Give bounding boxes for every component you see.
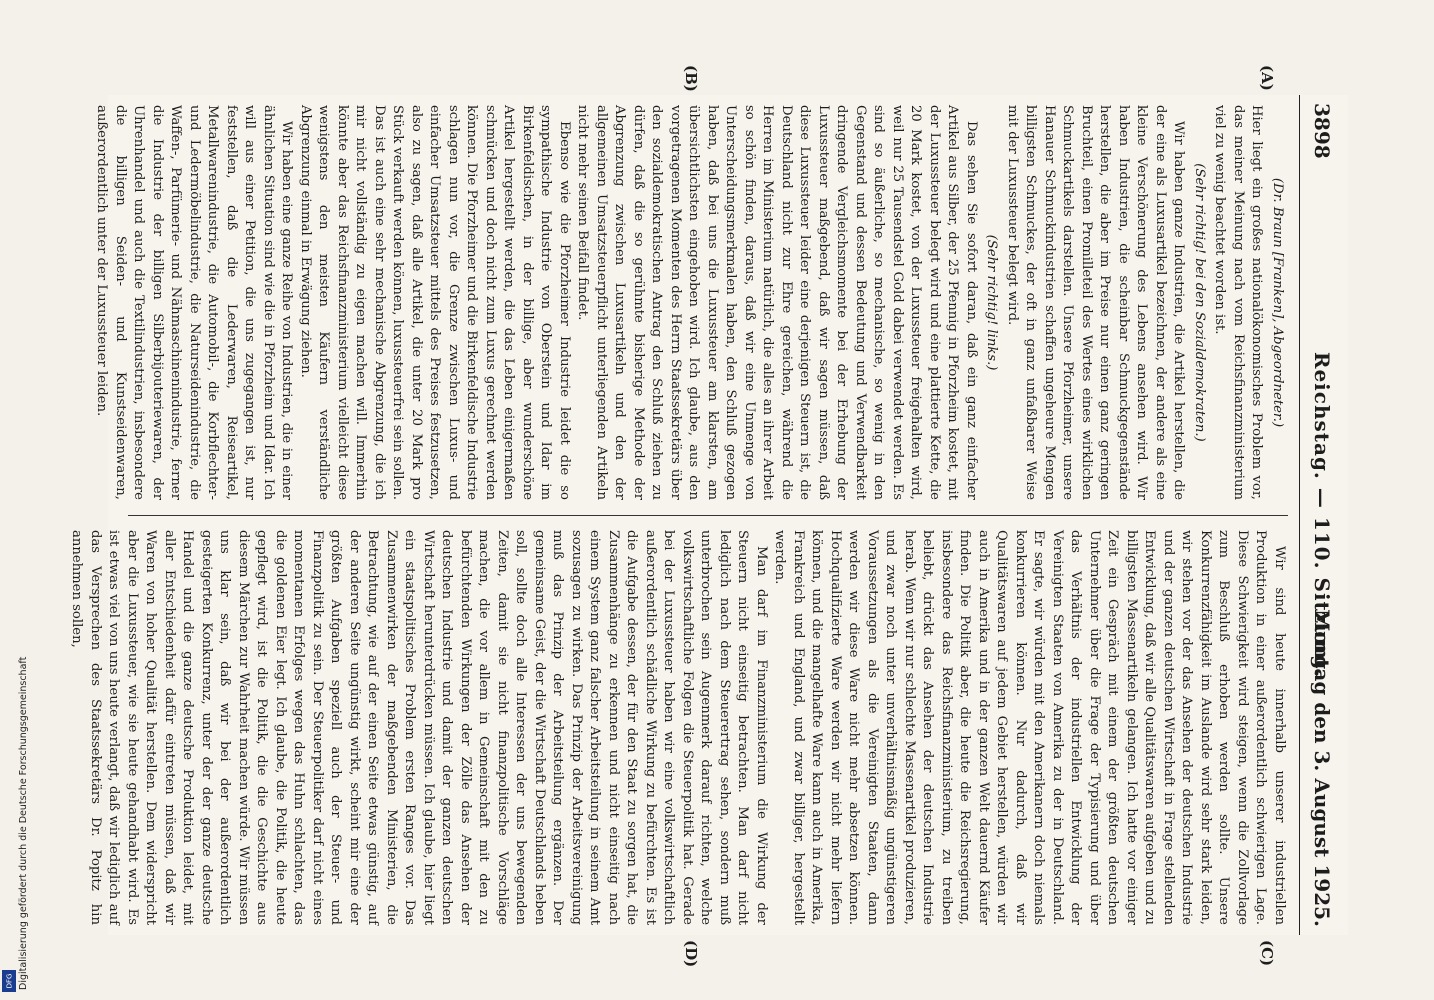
right-column (69, 530, 1288, 925)
paragraph: Wir haben eine ganze Reihe von Industrien, die in einer ähnlichen Situation sind wie die in Pforzheim und Idar. Ich will aus einer Petition, die uns zugegangen ist, nur feststellen, daß die Lederwaren, Reiseartikel, Metallwarenindustrie, die Automobil-, die Korbflechter- und Ledermöbelindustrie, die Naturseidenindustrie, die Waffen-, Parfümerie- und Nähmaschinenindustrie, ferner die Industrie der billigen Silberbijouteriewaren, der Uhrenhandel und auch die Textilindustrien, insbesondere die billigen Seiden- und Kunstseidenwaren, außerordentlich unter der Luxussteuer leiden. (94, 105, 295, 500)
speaker-line: (Dr. Braun [Franken], Abgeordneter.) (1270, 177, 1285, 428)
column-divider (128, 515, 1288, 516)
rotated-page (69, 65, 1340, 968)
credit-text: Digitalisierung gefördert durch die Deutsche Forschungsgemeinschaft (18, 656, 29, 990)
interjection: (Sehr richtig! bei den Sozialdemokraten.) (1192, 163, 1207, 442)
page-number: 3898 (1310, 103, 1334, 159)
paragraph: Hier liegt ein großes nationalökonomisches Problem vor, das meiner Meinung nach vom Reichsfinanzministerium viel zu wenig beachtet worden ist. (1212, 105, 1265, 500)
margin-mark-a: (A) (1258, 65, 1276, 91)
margin-mark-d: (D) (682, 940, 700, 968)
dfg-logo-icon (2, 970, 16, 992)
digitization-credit (4, 600, 29, 990)
paragraph: Wir haben ganze Industrien, die Artikel herstellen, die der eine als Luxusartikel bezeichnen, der andere als eine kleine Verschönerung des Lebens ansehen wird. Wir haben Industrien, die scheinbar Schmuckgegenstände herstellen, die aber im Preise nur einen ganz geringen Bruchteil, einen Promilleteil des Wertes eines wirklichen Schmuckartikels darstellen. Unsere Pforzheimer, unsere Hanauer Schmuckindustrien schaffen ungeheure Mengen billigsten Schmuckes, der oft in ganz unfaßbarer Weise mit der Luxussteuer belegt wird. (1005, 105, 1187, 500)
paragraph: Ebenso wie die Pforzheimer Industrie leidet die so sympathische Industrie von Oberstein und Idar im Birkenfeldischen, in der billige, aber wunderschöne Artikel hergestellt werden, die das Leben einigermaßen schmücken und doch nicht zum Luxus gerechnet werden können. Die Pforzheimer und die Birkenfeldische Industrie schlagen nun vor, die Grenze zwischen Luxus- und einfacher Umsatzsteuer mittels des Preises festzusetzen, also zu sagen, daß alle Artikel, die unter 20 Mark pro Stück verkauft werden können, luxussteuerfrei sein sollen. Das ist auch eine sehr mechanische Abgrenzung, die ich mir nicht vollständig zu eigen machen will. Immerhin könnte aber das Reichsfinanzministerium vielleicht diese wenigstens den meisten Käufern verständliche Abgrenzung einmal in Erwägung ziehen. (298, 105, 572, 500)
margin-mark-c: (C) (1258, 940, 1276, 967)
left-column (94, 105, 1288, 500)
margin-mark-b: (B) (682, 65, 700, 92)
paragraph: Das sehen Sie sofort daran, daß ein ganz einfacher Artikel aus Silber, der 25 Pfennig in Pforzheim kostet, mit der Luxussteuer belegt wird und eine plattierte Kette, die 20 Mark kostet, von der Luxussteuer freigehalten wird, weil nur 25 Tausendstel Gold dabei verwendet werden. Es sind so äußerliche, so mechanische, so wenig in den Gegenstand und dessen Bedeutung und Verwendbarkeit dringende Vergleichsmomente bei der Erhebung der Luxussteuer maßgebend, daß wir sagen müssen, daß diese Luxussteuer leider eine derjenigen Steuern ist, die Deutschland nicht zur Ehre gereichen, während die Herren im Ministerium natürlich, die alles an ihrer Arbeit so schön finden, daraus, daß wir eine Unmenge von Unterscheidungsmerkmalen haben, den Schluß gezogen haben, daß bei uns die Luxussteuer am klarsten, am übersichtlichsten eingehoben wird. Ich glaube, aus den vorgetragenen Momenten des Herrn Staatssekretärs über den sozialdemokratischen Antrag den Schluß ziehen zu dürfen, daß die so gerühmte bisherige Methode der Abgrenzung zwischen Luxusartikeln und den der allgemeinen Umsatzsteuerpflicht unterliegenden Artikeln nicht mehr seinen Beifall findet. (575, 105, 979, 500)
page-title: Reichstag. — 110. Sitzung. (1310, 351, 1334, 679)
session-date: Montag den 3. August 1925. (1310, 609, 1334, 927)
paragraph: Wir sind heute innerhalb unserer industriellen Produktion in einer außerordentlich schwierigen Lage. Diese Schwierigkeit wird steigen, wenn die Zollvorlage zum Beschluß erhoben werden sollte. Unsere Konkurrenzfähigkeit im Auslande wird sehr stark leiden, wir stehen vor der das Ansehen der deutschen Industrie und der ganzen deutschen Wirtschaft in Frage stellenden Entwicklung, daß wir alle Qualitätswaren aufgeben und zu billigsten Massenartikeln gelangen. Ich hatte vor einiger Zeit ein Gespräch mit einem der größten deutschen Unternehmer über die Frage der Typisierung und über das Verhältnis der industriellen Entwicklung der Vereinigten Staaten von Amerika zu der in Deutschland. Er sagte, wir würden mit den Amerikanern doch niemals konkurrieren können. Nur dadurch, daß wir Qualitätswaren auf jedem Gebiet herstellen, würden wir auch in Amerika und in der ganzen Welt dauernd Käufer finden. Die Politik aber, die heute die Reichsregierung, insbesondere das Reichsfinanzministerium, zu treiben beliebt, drückt das Ansehen der deutschen Industrie herab. Wenn wir nur schlechte Massenartikel produzieren, und zwar noch unter unverhältnismäßig ungünstigeren Voraussetzungen als die Vereinigten Staaten, dann werden wir diese Ware nicht mehr absetzen können. Hochqualifizierte Ware werden wir nicht mehr liefern können, und die mangelhafte Ware kann auch in Amerika, Frankreich und England, und zwar billiger, hergestellt werden. (772, 530, 1287, 925)
interjection: (Sehr richtig! links.) (984, 234, 1000, 371)
dfg-logo-text: DFG (5, 973, 13, 989)
page-header (1299, 95, 1340, 935)
paragraph: Man darf im Finanzministerium die Wirkung der Steuern nicht einseitig betrachten. Man darf nicht lediglich nach dem Steuerertrag sehen, sondern muß unterbrochen sein Augenmerk darauf richten, welche volkswirtschaftliche Folgen die Steuerpolitik hat. Gerade bei der Luxussteuer haben wir eine volkswirtschaftlich außerordentlich schädliche Wirkung zu befürchten. Es ist die Aufgabe dessen, der für den Staat zu sorgen hat, die Zusammenhänge zu erkennen und nicht einseitig nach einem System ganz falscher Arbeitsteilung in seinem Amt sozusagen zu wirken. Das Prinzip der Arbeitsvereinigung muß das Prinzip der Arbeitsteilung ergänzen. Der gemeinsame Geist, der die Wirtschaft Deutschlands heben soll, sollte doch alle Interessen der uns bewegenden Zeiten, damit sie nicht finanzpolitische Vorschläge machen, die vor allem in Gemeinschaft mit den zu befürchtenden Wirkungen der Zölle das Ansehen der deutschen Industrie und damit der ganzen deutschen Wirtschaft herunterdrücken müssen. Ich glaube, hier liegt ein staatspolitisches Problem ersten Ranges vor. Das Zusammenwirken der maßgebenden Ministerien, die Betrachtung, wie auf der einen Seite etwas günstig, auf der anderen Seite ungünstig wirkt, scheint mir eine der größten Aufgaben speziell auch der Steuer- und Finanzpolitik zu sein. Der Steuerpolitiker darf nicht eines momentanen Erfolges wegen das Huhn schlachten, das die goldenen Eier legt. Ich glaube, die Politik, die heute gepflegt wird, ist die Politik, die die Geschichte aus diesem Märchen zur Wahrheit machen würde. Wir müssen uns klar sein, daß wir bei der außerordentlich gesteigerten Konkurrenz, unter der der ganze deutsche Handel und die ganze deutsche Produktion leidet, mit aller Entschiedenheit dafür eintreten müssen, daß wir Waren von hoher Qualität herstellen. Dem widerspricht aber die Luxussteuer, wie sie heute gehandhabt wird. Es ist etwas viel von uns heute verlangt, daß wir lediglich auf das Versprechen des Staatssekretärs Dr. Popitz hin annehmen sollen, (69, 530, 769, 925)
